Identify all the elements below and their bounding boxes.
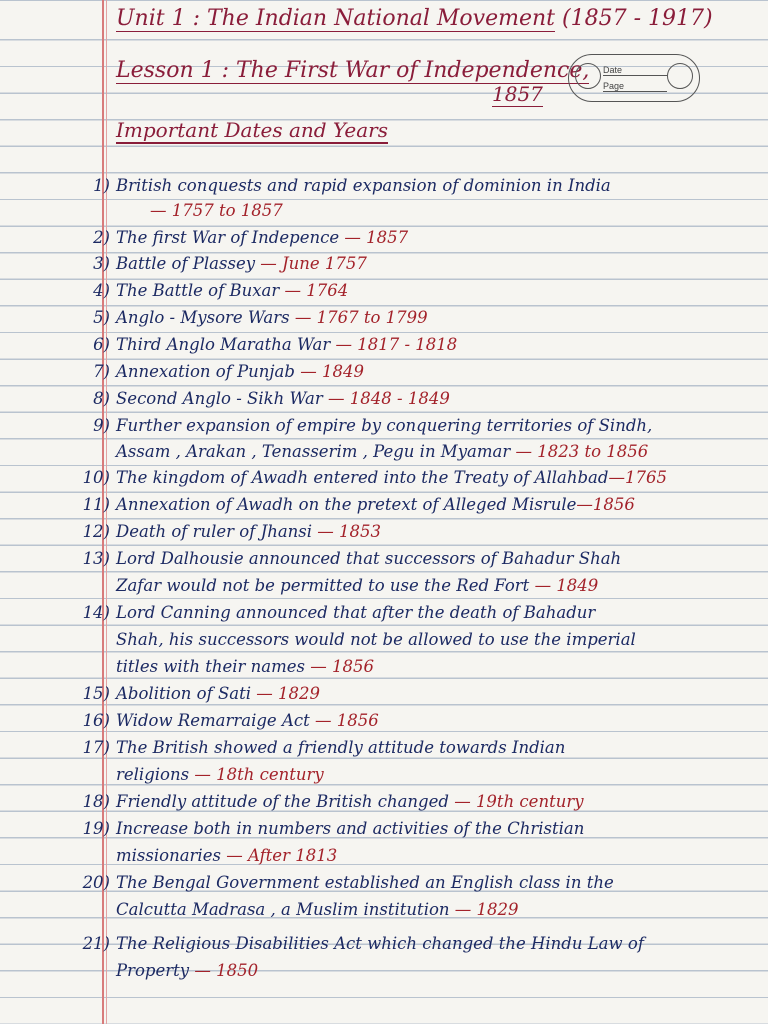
item-dash: —: [317, 522, 334, 541]
item-text: The Religious Disabilities Act which changed the Hindu Law of: [116, 934, 644, 953]
item-year: 1857: [366, 228, 409, 247]
item-text: Death of ruler of Jhansi: [116, 522, 313, 541]
item-number: 1): [93, 176, 110, 195]
lesson-title-text: Lesson 1 : The First War of Independence,: [116, 58, 590, 83]
lesson-year: 1857: [492, 82, 543, 106]
item-text: Battle of Plassey: [116, 254, 256, 273]
item-text-cont: Property: [116, 961, 190, 980]
date-page-stamp: [568, 54, 700, 102]
item-number: 21): [82, 934, 110, 953]
item-dash: —: [335, 335, 352, 354]
section-title: [116, 118, 388, 142]
item-text: British conquests and rapid expansion of dominion in India: [116, 176, 611, 195]
item-year: 1767 to 1799: [316, 308, 428, 327]
list-item: [80, 254, 367, 273]
item-text: Annexation of Awadh on the pretext of Alleged Misrule: [116, 495, 577, 514]
item-year: 19th century: [475, 792, 584, 811]
item-number: 6): [93, 335, 110, 354]
item-dash: —: [300, 362, 317, 381]
item-number: 8): [93, 389, 110, 408]
item-year: 1817 - 1818: [357, 335, 458, 354]
item-number: 20): [82, 873, 110, 892]
item-year: 1853: [339, 522, 382, 541]
unit-title: [116, 6, 713, 31]
item-text-cont: Zafar would not be permitted to use the Red Fort: [116, 576, 530, 595]
item-year: 1856: [331, 657, 374, 676]
item-year: 1823 to 1856: [537, 442, 649, 461]
item-text-cont: missionaries: [116, 846, 221, 865]
item-dash: —: [194, 765, 211, 784]
item-dash: —: [260, 254, 277, 273]
item-year: 1757 to 1857: [171, 201, 283, 220]
item-dash: —: [344, 228, 361, 247]
item-year: 1856: [592, 495, 635, 514]
stamp-date-row: [603, 65, 667, 76]
item-text: Abolition of Sati: [116, 684, 252, 703]
item-dash: —: [608, 468, 625, 487]
item-number: 11): [82, 495, 110, 514]
item-year: 1856: [336, 711, 379, 730]
list-item: [80, 176, 611, 195]
item-continuation: [116, 442, 648, 461]
item-dash: —: [256, 684, 273, 703]
item-year: 1765: [624, 468, 667, 487]
item-text: Third Anglo Maratha War: [116, 335, 331, 354]
item-dash: —: [194, 961, 211, 980]
item-text-cont: Assam , Arakan , Tenasserim , Pegu in Myamar: [116, 442, 511, 461]
item-number: 13): [82, 549, 110, 568]
item-continuation: [116, 765, 324, 784]
item-text: The Bengal Government established an English class in the: [116, 873, 614, 892]
list-item: [80, 738, 565, 757]
item-year: After 1813: [247, 846, 338, 865]
item-continuation: [116, 630, 636, 649]
item-number: 16): [82, 711, 110, 730]
item-text: Second Anglo - Sikh War: [116, 389, 323, 408]
item-number: 10): [82, 468, 110, 487]
item-continuation: [116, 900, 519, 919]
item-number: 4): [93, 281, 110, 300]
section-title-text: Important Dates and Years: [116, 118, 388, 142]
unit-title-text: Unit 1 : The Indian National Movement: [116, 6, 556, 31]
item-year: 1829: [476, 900, 519, 919]
item-text: Anglo - Mysore Wars: [116, 308, 290, 327]
item-text: Lord Canning announced that after the death of Bahadur: [116, 603, 596, 622]
item-year: 1849: [321, 362, 364, 381]
item-number: 9): [93, 416, 110, 435]
item-year: 1848 - 1849: [349, 389, 450, 408]
item-dash: —: [310, 657, 327, 676]
item-dash: —: [294, 308, 312, 327]
list-item: [80, 281, 348, 300]
item-continuation: [116, 576, 598, 595]
item-text: The Battle of Buxar: [116, 281, 280, 300]
item-continuation: [116, 961, 258, 980]
item-dash: —: [150, 201, 167, 220]
item-year: 1849: [556, 576, 599, 595]
item-dash: —: [515, 442, 532, 461]
list-item: [80, 603, 595, 622]
list-item: [80, 308, 428, 327]
item-text: Friendly attitude of the British changed: [116, 792, 449, 811]
item-continuation: [116, 846, 337, 865]
item-number: 12): [82, 522, 110, 541]
list-item: [80, 228, 408, 247]
item-dash: —: [576, 495, 593, 514]
item-text: Annexation of Punjab: [116, 362, 295, 381]
list-item: [80, 549, 621, 568]
item-year: 1764: [306, 281, 349, 300]
item-number: 14): [82, 603, 110, 622]
list-item: [80, 389, 450, 408]
list-item: [80, 873, 614, 892]
item-dash: —: [226, 846, 243, 865]
unit-years: (1857 - 1917): [562, 6, 713, 31]
item-dash: —: [314, 711, 332, 730]
item-text: Further expansion of empire by conquering territories of Sindh,: [116, 416, 653, 435]
item-text-cont: religions: [116, 765, 190, 784]
item-number: 3): [93, 254, 110, 273]
item-dash: —: [454, 900, 472, 919]
item-year: 1850: [216, 961, 259, 980]
item-text-cont2: titles with their names: [116, 657, 305, 676]
item-dash: —: [284, 281, 301, 300]
item-text: Increase both in numbers and activities of the Christian: [116, 819, 585, 838]
stamp-page-row: [603, 81, 667, 92]
list-item: [80, 711, 379, 730]
item-number: 2): [93, 228, 110, 247]
item-continuation: [116, 657, 374, 676]
item-text: The British showed a friendly attitude towards Indian: [116, 738, 566, 757]
list-item: [80, 522, 381, 541]
lesson-title: [116, 58, 589, 83]
item-text-cont: Calcutta Madrasa , a Muslim institution: [116, 900, 450, 919]
list-item: [80, 495, 635, 514]
item-dash: —: [454, 792, 471, 811]
item-number: 19): [82, 819, 110, 838]
item-continuation: [150, 201, 283, 220]
item-number: 17): [82, 738, 110, 757]
list-item: [80, 819, 584, 838]
item-text: Lord Dalhousie announced that successors of Bahadur Shah: [116, 549, 622, 568]
list-item: [80, 684, 320, 703]
item-text: The kingdom of Awadh entered into the Treaty of Allahbad: [116, 468, 609, 487]
stamp-date-label: Date: [603, 65, 623, 75]
item-number: 5): [93, 308, 110, 327]
item-year: June 1757: [282, 254, 367, 273]
item-dash: —: [534, 576, 552, 595]
item-number: 15): [82, 684, 110, 703]
item-year: 18th century: [216, 765, 324, 784]
item-text-cont: Shah, his successors would not be allowed to use the imperial: [116, 630, 636, 649]
swirl-right-icon: [667, 63, 693, 89]
list-item: [80, 416, 652, 435]
item-text: The first War of Indepence: [116, 228, 340, 247]
item-number: 7): [93, 362, 110, 381]
item-text: Widow Remarraige Act: [116, 711, 310, 730]
item-year: 1829: [278, 684, 321, 703]
item-dash: —: [328, 389, 345, 408]
list-item: [80, 362, 364, 381]
swirl-left-icon: [575, 63, 601, 89]
stamp-page-label: Page: [603, 81, 625, 91]
list-item: [80, 335, 457, 354]
list-item: [80, 468, 667, 487]
list-item: [80, 934, 644, 953]
item-number: 18): [82, 792, 110, 811]
list-item: [80, 792, 584, 811]
